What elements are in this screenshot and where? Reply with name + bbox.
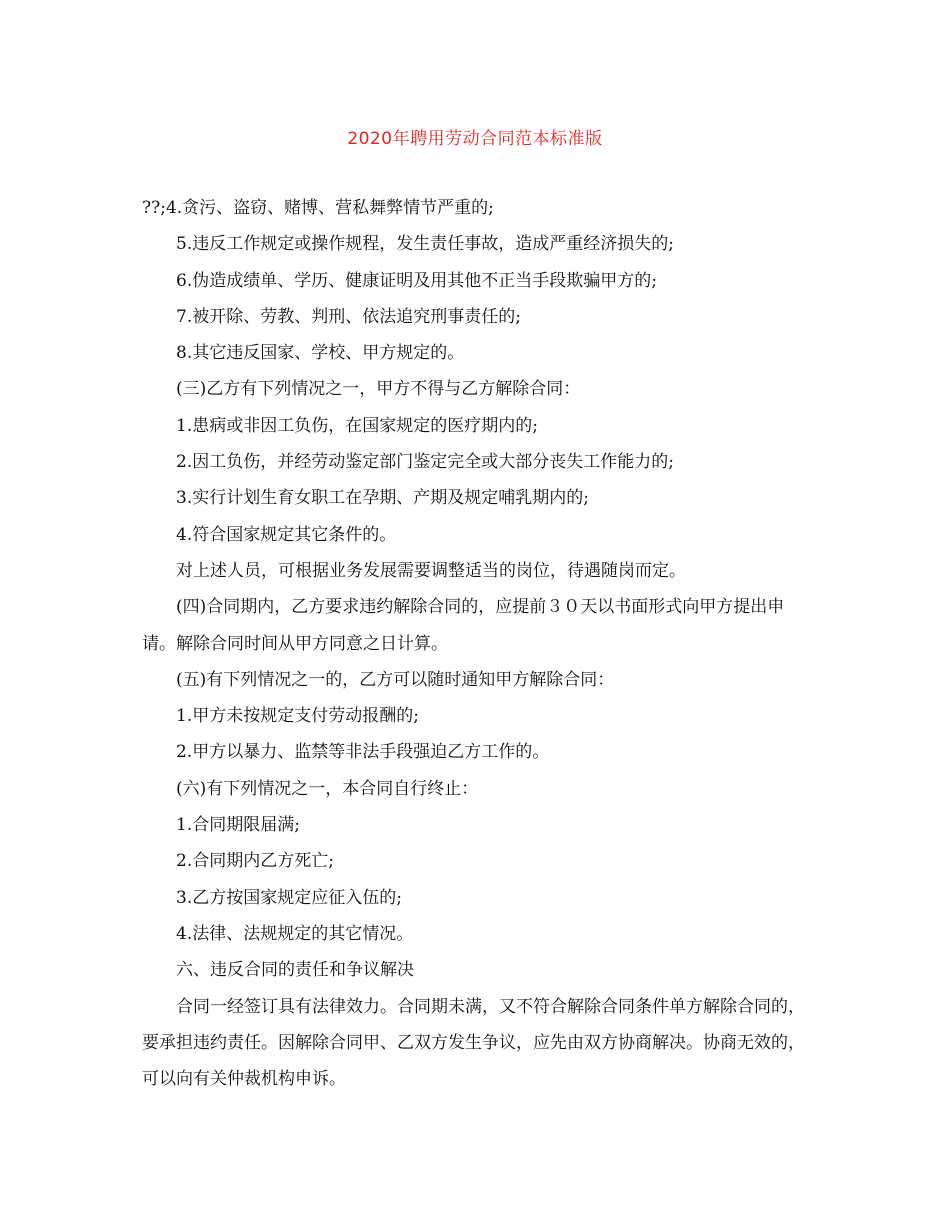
paragraph: (五)有下列情况之一的，乙方可以随时通知甲方解除合同： xyxy=(176,669,615,690)
paragraph: 5.违反工作规定或操作规程，发生责任事故，造成严重经济损失的; xyxy=(176,234,674,255)
paragraph: (三)乙方有下列情况之一，甲方不得与乙方解除合同： xyxy=(176,379,581,400)
paragraph: 2.甲方以暴力、监禁等非法手段强迫乙方工作的。 xyxy=(176,742,550,763)
paragraph: 3.乙方按国家规定应征入伍的; xyxy=(176,887,402,908)
paragraph: 7.被开除、劳教、判刑、依法追究刑事责任的; xyxy=(176,306,521,327)
paragraph: ??;4.贪污、盗窃、赌博、营私舞弊情节严重的; xyxy=(142,198,494,218)
paragraph: 2.因工负伤，并经劳动鉴定部门鉴定完全或大部分丧失工作能力的; xyxy=(176,452,674,473)
paragraph: 8.其它违反国家、学校、甲方规定的。 xyxy=(176,343,465,364)
paragraph: 3.实行计划生育女职工在孕期、产期及规定哺乳期内的; xyxy=(176,488,589,509)
paragraph: 4.法律、法规规定的其它情况。 xyxy=(176,923,414,944)
document-title: 2020年聘用劳动合同范本标准版 xyxy=(347,129,603,149)
paragraph: (四)合同期内，乙方要求违约解除合同的，应提前３０天以书面形式向甲方提出申请。解除合同时间从甲方同意之日计算。 xyxy=(142,597,785,654)
paragraph: 4.符合国家规定其它条件的。 xyxy=(176,524,397,545)
paragraph: 1.合同期限届满; xyxy=(176,815,300,836)
paragraph: (六)有下列情况之一，本合同自行终止： xyxy=(176,778,479,799)
paragraph: 合同一经签订具有法律效力。合同期未满，又不符合解除合同条件单方解除合同的，要承担违约责任。因解除合同甲、乙双方发生争议，应先由双方协商解决。协商无效的，可以向有关仲裁机构申诉。 xyxy=(142,996,805,1090)
paragraph: 6.伪造成绩单、学历、健康证明及用其他不正当手段欺骗甲方的; xyxy=(176,270,657,291)
paragraph: 1.甲方未按规定支付劳动报酬的; xyxy=(176,706,419,727)
document-body xyxy=(142,190,810,1097)
paragraph: 1.患病或非因工负伤，在国家规定的医疗期内的; xyxy=(176,415,538,436)
paragraph: 对上述人员，可根据业务发展需要调整适当的岗位，待遇随岗而定。 xyxy=(176,560,686,581)
paragraph: 六、违反合同的责任和争议解决 xyxy=(176,960,414,981)
paragraph: 2.合同期内乙方死亡; xyxy=(176,851,334,872)
